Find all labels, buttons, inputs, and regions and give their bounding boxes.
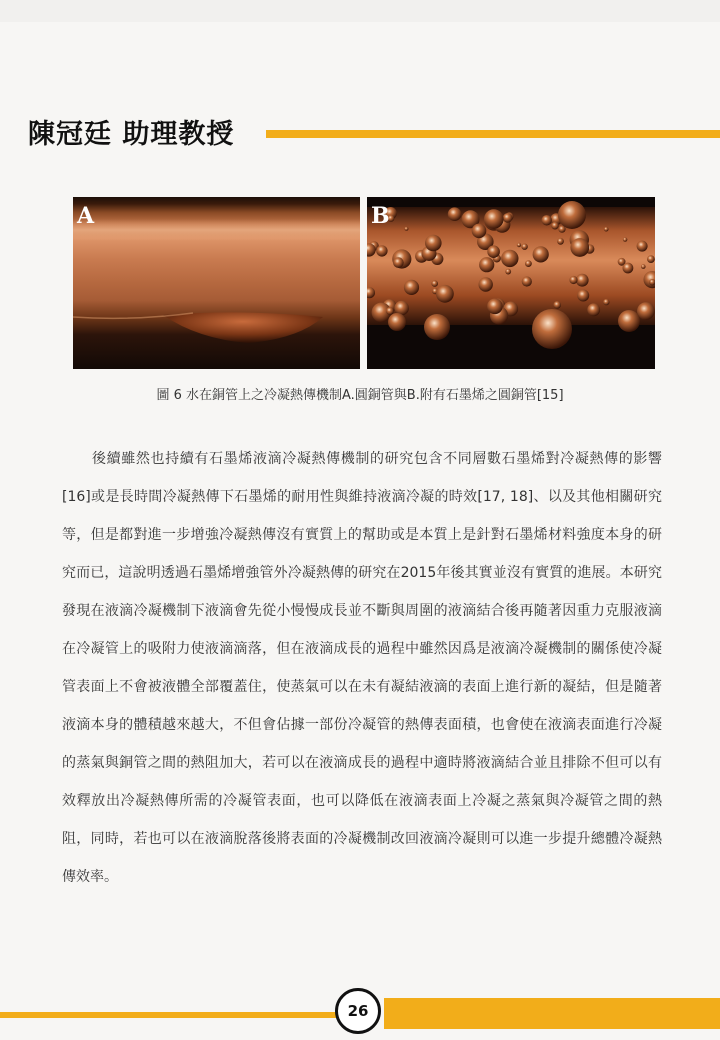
section-header — [28, 112, 720, 148]
condensate-droplet — [604, 227, 609, 232]
condensate-droplet — [431, 280, 438, 287]
condensate-droplet — [425, 235, 442, 252]
condensate-droplet — [551, 222, 559, 230]
condensate-droplet — [576, 274, 589, 287]
condensate-droplet — [386, 307, 394, 315]
footer-bar-left — [0, 1012, 338, 1018]
large-droplet — [388, 313, 406, 331]
condensate-droplet — [587, 303, 600, 316]
page-number: 26 — [335, 988, 381, 1034]
section-title: 陳冠廷 助理教授 — [28, 119, 235, 150]
condensate-droplet — [404, 280, 419, 295]
condensate-droplet — [637, 302, 655, 320]
figure-panel-a — [73, 197, 360, 369]
condensate-droplet — [503, 213, 513, 223]
condensate-droplet — [577, 290, 589, 302]
figure-panel-b — [367, 197, 655, 369]
graphene-copper-tube-image — [367, 197, 655, 369]
condensate-droplet — [641, 264, 646, 269]
large-droplet — [558, 201, 586, 229]
condensate-droplet — [484, 209, 504, 229]
condensate-droplet — [557, 238, 564, 245]
condensate-droplet — [533, 246, 549, 262]
condensate-droplet — [487, 245, 500, 258]
condensate-droplet — [525, 260, 532, 267]
condensate-droplet — [487, 299, 503, 315]
panel-a-label: A — [77, 203, 95, 229]
condensate-droplet — [436, 285, 454, 303]
large-droplet — [424, 314, 450, 340]
condensate-droplet — [603, 299, 609, 305]
condensate-droplet — [570, 238, 589, 257]
condensate-droplet — [472, 224, 487, 239]
condensate-droplet — [393, 257, 404, 268]
condensate-droplet — [637, 241, 648, 252]
condensate-droplet — [517, 243, 521, 247]
condensate-droplet — [448, 207, 462, 221]
condensate-droplet — [623, 237, 627, 241]
footer-bar-right — [384, 998, 720, 1029]
condensate-droplet — [376, 245, 387, 256]
condensate-droplet — [501, 250, 518, 267]
title-accent-bar — [266, 130, 720, 138]
large-droplet — [532, 309, 572, 349]
body-paragraph: 後續雖然也持續有石墨烯液滴冷凝熱傳機制的研究包含不同層數石墨烯對冷凝熱傳的影響[16]或是長時間冷凝熱傳下石墨烯的耐用性與維持液滴冷凝的時效[17, 18]、以及其他相關研究等，但是都對進一步增強冷凝熱傳沒有實質上的幫助或是本質上是針對石墨烯材料強度本身的研究而已，這說明透過石墨烯增強管外冷凝熱傳的研究在2015年後其實並沒有實質的進展。本研究發現在液滴冷凝機制下液滴會先從小慢慢成長並不斷與周圍的液滴結合後再隨著因重力克服液滴在冷凝管上的吸附力使液滴滴落，但在液滴成長的過程中雖然因爲是液滴冷凝機制的關係使冷凝管表面上不會被液體全部覆蓋住，使蒸氣可以在未有凝結液滴的表面上進行新的凝結，但是隨著液滴本身的體積越來越大，不但會佔據一部份冷凝管的熱傳表面積，也會使在液滴表面進行冷凝的蒸氣與銅管之間的熱阻加大，若可以在液滴成長的過程中適時將液滴結合並且排除不但可以有效釋放出冷凝熱傳所需的冷凝管表面，也可以降低在液滴表面上冷凝之蒸氣與冷凝管之間的熱阻，同時，若也可以在液滴脫落後將表面的冷凝機制改回液滴冷凝則可以進一步提升總體冷凝熱傳效率。 — [62, 451, 662, 885]
condensate-droplet — [542, 215, 552, 225]
condensate-droplet — [569, 276, 577, 284]
condensate-droplet — [479, 277, 493, 291]
panel-b-label: B — [371, 203, 390, 229]
body-text — [62, 440, 662, 896]
condensate-droplet — [404, 227, 408, 231]
condensate-droplet — [647, 255, 655, 263]
condensate-droplet — [522, 276, 532, 286]
condensate-droplet — [505, 269, 511, 275]
condensate-droplet — [521, 244, 527, 250]
plain-copper-tube-image — [73, 197, 360, 369]
figure-caption: 圖 6 水在銅管上之冷凝熱傳機制A.圓銅管與B.附有石墨烯之圓銅管[15] — [156, 388, 564, 403]
condensate-droplet — [623, 263, 634, 274]
condensate-droplet — [553, 301, 561, 309]
large-droplet — [618, 310, 640, 332]
condensate-droplet — [479, 257, 494, 272]
